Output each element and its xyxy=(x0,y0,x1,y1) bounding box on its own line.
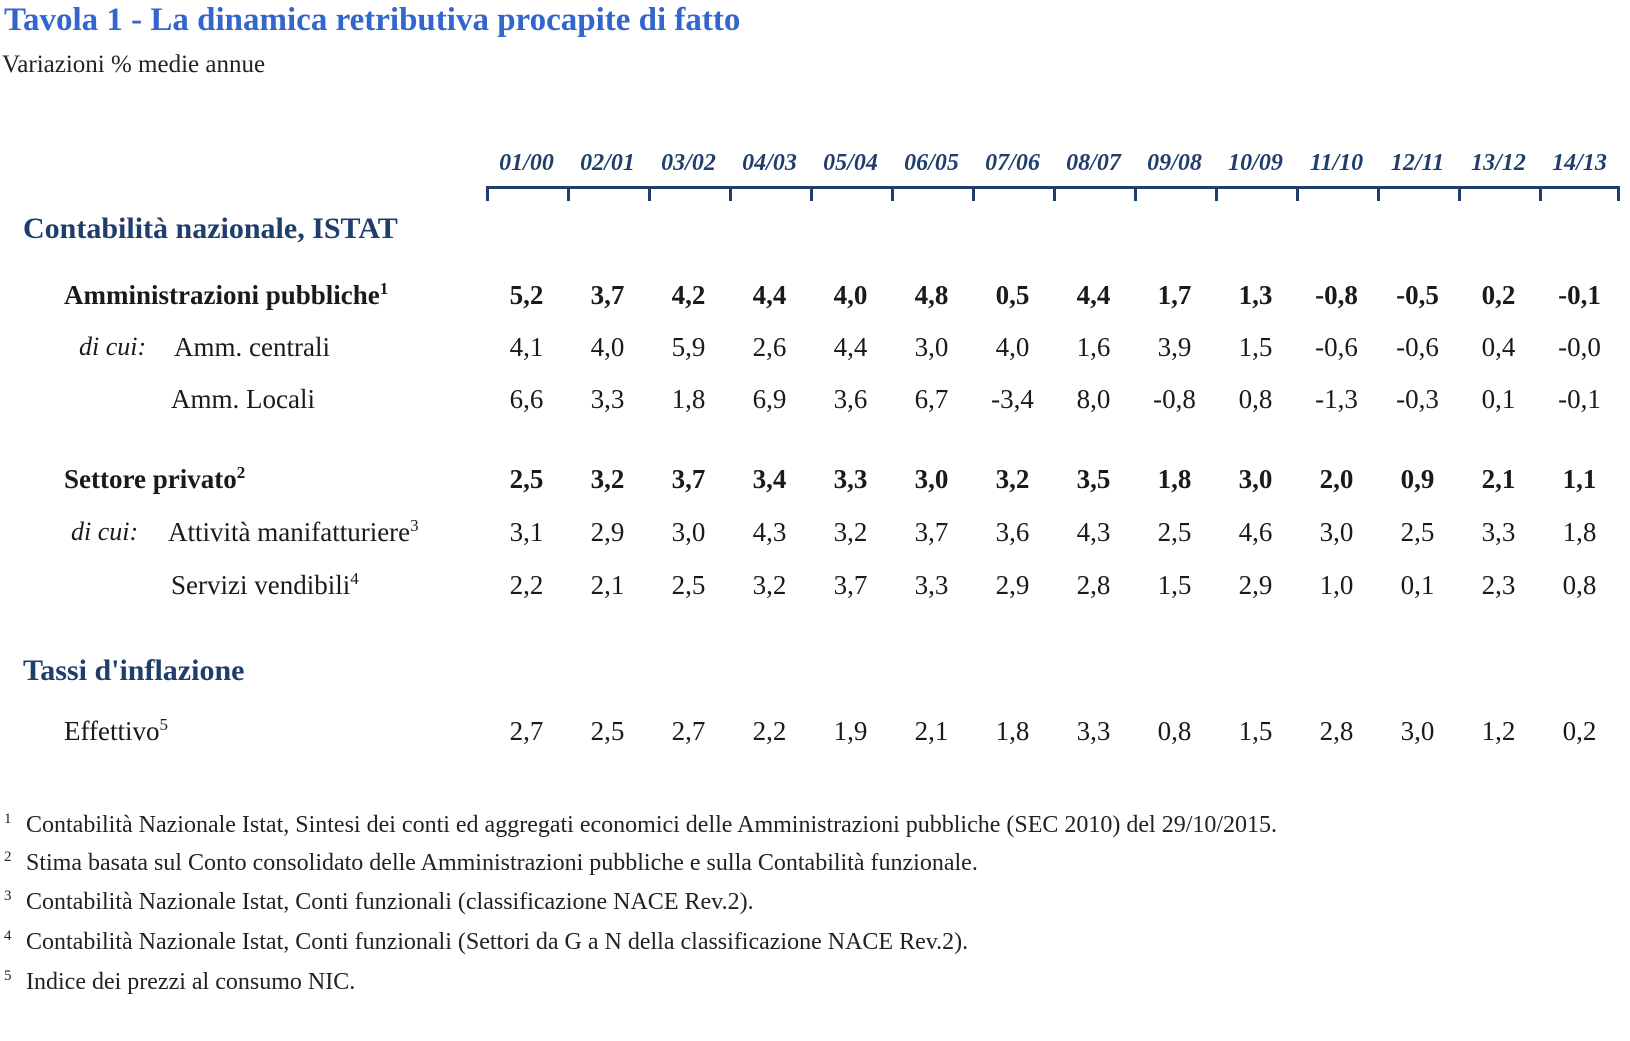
value-cell: 4,8 xyxy=(914,280,949,310)
value-cell: 3,9 xyxy=(1157,332,1192,362)
value-cell: -0,8 xyxy=(1315,280,1358,310)
footnote-1: 1 Contabilità Nazionale Istat, Sintesi dei conti ed aggregati economici delle Amministrazioni pubbliche (SEC 2010) del 29/10/2015. xyxy=(4,811,1278,838)
value-cell: 2,7 xyxy=(671,716,706,746)
value-cell: 1,5 xyxy=(1157,570,1192,600)
value-cell: -0,1 xyxy=(1558,280,1601,310)
value-cell: 3,7 xyxy=(914,517,949,547)
row-values xyxy=(486,280,1620,320)
value-cell: 1,0 xyxy=(1319,570,1354,600)
value-cell: 2,1 xyxy=(590,570,625,600)
value-cell: 5,2 xyxy=(509,280,544,310)
value-cell: 1,1 xyxy=(1562,464,1597,494)
row-servizi-vendibili xyxy=(0,570,1630,610)
value-cell: 3,7 xyxy=(833,570,868,600)
period-header-cell: 14/13 xyxy=(1552,150,1607,176)
value-cell: 2,3 xyxy=(1481,570,1516,600)
row-label: Amm. centrali xyxy=(174,332,330,362)
value-cell: 4,4 xyxy=(1076,280,1111,310)
row-manifatturiere xyxy=(0,517,1630,557)
period-axis-tick xyxy=(1377,186,1380,201)
value-cell: -1,3 xyxy=(1315,384,1358,414)
value-cell: 1,2 xyxy=(1481,716,1516,746)
value-cell: 8,0 xyxy=(1076,384,1111,414)
value-cell: 0,2 xyxy=(1481,280,1516,310)
value-cell: 4,0 xyxy=(833,280,868,310)
value-cell: 2,1 xyxy=(1481,464,1516,494)
footnote-3: 3 Contabilità Nazionale Istat, Conti funzionali (classificazione NACE Rev.2). xyxy=(4,888,754,915)
value-cell: 3,0 xyxy=(1238,464,1273,494)
value-cell: 6,9 xyxy=(752,384,787,414)
value-cell: 2,6 xyxy=(752,332,787,362)
value-cell: 0,1 xyxy=(1481,384,1516,414)
period-axis-tick xyxy=(648,186,651,201)
value-cell: 2,7 xyxy=(509,716,544,746)
row-label: Servizi vendibili$^4$ xyxy=(171,569,359,600)
value-cell: 6,6 xyxy=(509,384,544,414)
value-cell: -0,0 xyxy=(1558,332,1601,362)
value-cell: 4,3 xyxy=(1076,517,1111,547)
value-cell: 3,2 xyxy=(752,570,787,600)
value-cell: 1,8 xyxy=(1157,464,1192,494)
period-header-cell: 11/10 xyxy=(1309,150,1364,176)
di-cui-label: di cui: xyxy=(71,517,139,546)
value-cell: 3,7 xyxy=(671,464,706,494)
value-cell: 3,1 xyxy=(509,517,544,547)
value-cell: 2,2 xyxy=(509,570,544,600)
section-inflazione: Tassi d'inflazione xyxy=(23,654,245,687)
value-cell: 2,5 xyxy=(1157,517,1192,547)
row-settore-privato xyxy=(0,464,1630,504)
value-cell: 3,6 xyxy=(995,517,1030,547)
period-axis-tick xyxy=(1215,186,1218,201)
footnote-4: 4 Contabilità Nazionale Istat, Conti funzionali (Settori da G a N della classificazione NACE Rev.2). xyxy=(4,928,969,955)
period-axis-tick xyxy=(810,186,813,201)
row-values xyxy=(486,332,1620,372)
row-values xyxy=(486,464,1620,504)
value-cell: 3,3 xyxy=(590,384,625,414)
row-label: Attività manifatturiere$^3$ xyxy=(168,516,419,547)
period-axis-tick xyxy=(567,186,570,201)
period-header-cell: 09/08 xyxy=(1147,150,1202,176)
value-cell: 4,4 xyxy=(833,332,868,362)
value-cell: 1,8 xyxy=(1562,517,1597,547)
row-label: Amm. Locali xyxy=(171,384,315,414)
period-axis-tick xyxy=(891,186,894,201)
page-title: Tavola 1 - La dinamica retributiva procapite di fatto xyxy=(4,2,741,38)
footnote-5: 5 Indice dei prezzi al consumo NIC. xyxy=(4,968,356,995)
row-label: Amministrazioni pubbliche$^1$ xyxy=(64,279,389,310)
period-header-cell: 12/11 xyxy=(1390,150,1445,176)
value-cell: 2,8 xyxy=(1319,716,1354,746)
value-cell: 2,5 xyxy=(1400,517,1435,547)
value-cell: 0,8 xyxy=(1562,570,1597,600)
value-cell: 0,9 xyxy=(1400,464,1435,494)
value-cell: 1,3 xyxy=(1238,280,1273,310)
value-cell: 3,0 xyxy=(914,464,949,494)
period-header-cell: 03/02 xyxy=(661,150,716,176)
value-cell: 3,2 xyxy=(590,464,625,494)
period-header-cell: 08/07 xyxy=(1066,150,1121,176)
value-cell: 3,5 xyxy=(1076,464,1111,494)
value-cell: 2,9 xyxy=(1238,570,1273,600)
value-cell: 2,5 xyxy=(509,464,544,494)
value-cell: 3,2 xyxy=(833,517,868,547)
value-cell: 1,8 xyxy=(995,716,1030,746)
value-cell: 1,9 xyxy=(833,716,868,746)
value-cell: -0,6 xyxy=(1396,332,1439,362)
period-header-cell: 06/05 xyxy=(904,150,959,176)
value-cell: 3,4 xyxy=(752,464,787,494)
period-axis-tick xyxy=(1617,186,1620,201)
period-axis-tick xyxy=(1053,186,1056,201)
period-header-cell: 10/09 xyxy=(1228,150,1283,176)
value-cell: 3,2 xyxy=(995,464,1030,494)
row-values xyxy=(486,384,1620,424)
value-cell: 0,2 xyxy=(1562,716,1597,746)
value-cell: 3,0 xyxy=(671,517,706,547)
value-cell: 2,5 xyxy=(590,716,625,746)
value-cell: 1,6 xyxy=(1076,332,1111,362)
value-cell: 4,2 xyxy=(671,280,706,310)
period-header-cell: 04/03 xyxy=(742,150,797,176)
row-amm-locali xyxy=(0,384,1630,424)
value-cell: 1,5 xyxy=(1238,716,1273,746)
value-cell: 4,3 xyxy=(752,517,787,547)
value-cell: 4,0 xyxy=(995,332,1030,362)
value-cell: -0,3 xyxy=(1396,384,1439,414)
period-header-cell: 05/04 xyxy=(823,150,878,176)
value-cell: -0,5 xyxy=(1396,280,1439,310)
value-cell: 3,0 xyxy=(1400,716,1435,746)
value-cell: 3,6 xyxy=(833,384,868,414)
page-subtitle: Variazioni % medie annue xyxy=(2,51,266,78)
value-cell: 3,3 xyxy=(914,570,949,600)
value-cell: 0,8 xyxy=(1238,384,1273,414)
value-cell: 3,0 xyxy=(914,332,949,362)
value-cell: -0,1 xyxy=(1558,384,1601,414)
value-cell: 3,0 xyxy=(1319,517,1354,547)
value-cell: 3,3 xyxy=(1076,716,1111,746)
value-cell: -0,8 xyxy=(1153,384,1196,414)
value-cell: 0,4 xyxy=(1481,332,1516,362)
period-axis-tick xyxy=(729,186,732,201)
value-cell: -3,4 xyxy=(991,384,1034,414)
row-values xyxy=(486,570,1620,610)
row-values xyxy=(486,517,1620,557)
row-effettivo xyxy=(0,716,1630,756)
value-cell: 4,1 xyxy=(509,332,544,362)
period-axis-tick xyxy=(972,186,975,201)
period-axis-tick xyxy=(1134,186,1137,201)
period-axis-tick xyxy=(1458,186,1461,201)
period-header-cell: 13/12 xyxy=(1471,150,1526,176)
value-cell: 4,0 xyxy=(590,332,625,362)
di-cui-label: di cui: xyxy=(79,332,147,361)
value-cell: 1,7 xyxy=(1157,280,1192,310)
value-cell: 1,5 xyxy=(1238,332,1273,362)
footnote-2: 2 Stima basata sul Conto consolidato delle Amministrazioni pubbliche e sulla Contabilità funzionale. xyxy=(4,849,978,876)
value-cell: 0,5 xyxy=(995,280,1030,310)
value-cell: 2,1 xyxy=(914,716,949,746)
period-header-cell: 02/01 xyxy=(580,150,635,176)
value-cell: 3,3 xyxy=(1481,517,1516,547)
value-cell: 5,9 xyxy=(671,332,706,362)
value-cell: 6,7 xyxy=(914,384,949,414)
value-cell: 2,2 xyxy=(752,716,787,746)
row-amm-pubbliche xyxy=(0,280,1630,320)
value-cell: 2,9 xyxy=(995,570,1030,600)
value-cell: 4,6 xyxy=(1238,517,1273,547)
value-cell: 4,4 xyxy=(752,280,787,310)
period-header xyxy=(486,150,1620,206)
value-cell: 2,8 xyxy=(1076,570,1111,600)
value-cell: -0,6 xyxy=(1315,332,1358,362)
value-cell: 2,0 xyxy=(1319,464,1354,494)
value-cell: 3,3 xyxy=(833,464,868,494)
row-amm-centrali xyxy=(0,332,1630,372)
value-cell: 2,5 xyxy=(671,570,706,600)
section-contabilita: Contabilità nazionale, ISTAT xyxy=(23,212,398,245)
row-values xyxy=(486,716,1620,756)
period-header-cell: 01/00 xyxy=(499,150,554,176)
value-cell: 1,8 xyxy=(671,384,706,414)
value-cell: 0,1 xyxy=(1400,570,1435,600)
period-axis-tick xyxy=(1539,186,1542,201)
value-cell: 2,9 xyxy=(590,517,625,547)
row-label: Effettivo$^5$ xyxy=(64,715,168,746)
period-header-cell: 07/06 xyxy=(985,150,1040,176)
value-cell: 3,7 xyxy=(590,280,625,310)
period-axis-tick xyxy=(1296,186,1299,201)
value-cell: 0,8 xyxy=(1157,716,1192,746)
period-axis-tick xyxy=(486,186,489,201)
row-label: Settore privato$^2$ xyxy=(64,463,246,494)
